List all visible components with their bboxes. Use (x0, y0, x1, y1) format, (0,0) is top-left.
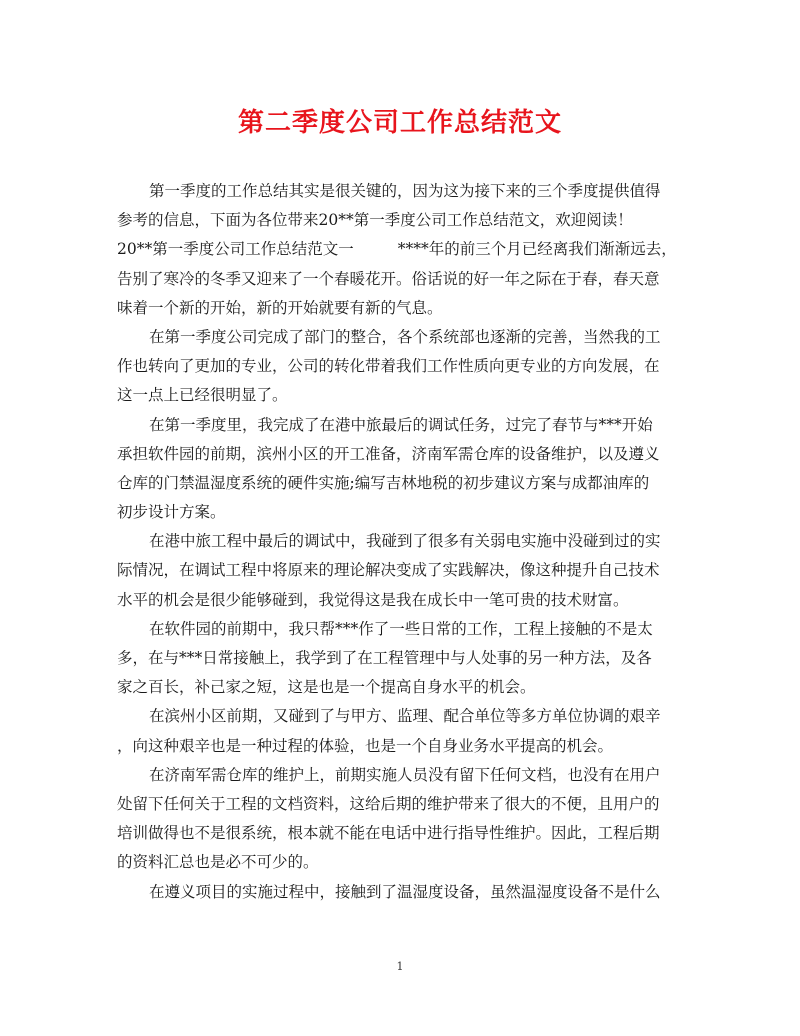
document-title: 第二季度公司工作总结范文 (237, 108, 562, 138)
paragraph-line: 这一点上已经很明显了。 (117, 386, 288, 405)
page-number: 1 (396, 960, 404, 973)
paragraph-line (117, 235, 677, 264)
document-body (117, 177, 677, 907)
paragraph-line: 作也转向了更加的专业，公司的转化带着我们工作性质向更专业的方向发展，在 (117, 357, 660, 376)
paragraph-line: 在济南军需仓库的维护上，前期实施人员没有留下任何文档，也没有在用户 (149, 765, 661, 784)
paragraph-line: ，向这种艰辛也是一种过程的体验，也是一个自身业务水平提高的机会。 (117, 736, 614, 755)
paragraph-line: 在软件园的前期中，我只帮***作了一些日常的工作，工程上接触的不是太 (149, 619, 653, 638)
paragraph-text: ****年的前三个月已经离我们渐渐远去， (397, 240, 677, 259)
paragraph-line: 味着一个新的开始，新的开始就要有新的气息。 (117, 298, 443, 317)
paragraph-line: 在滨州小区前期，又碰到了与甲方、监理、配合单位等多方单位协调的艰辛 (149, 707, 661, 726)
paragraph-line: 告别了寒冷的冬季又迎来了一个春暖花开。俗话说的好一年之际在于春，春天意 (117, 269, 660, 288)
paragraph-line: 际情况，在调试工程中将原来的理论解决变成了实践解决，像这种提升自己技术 (117, 561, 660, 580)
paragraph-line: 在港中旅工程中最后的调试中，我碰到了很多有关弱电实施中没碰到过的实 (149, 532, 661, 551)
paragraph-line: 参考的信息，下面为各位带来20**第一季度公司工作总结范文，欢迎阅读！ (117, 211, 633, 230)
paragraph-line: 处留下任何关于工程的文档资料，这给后期的维护带来了很大的不便，且用户的 (117, 794, 660, 813)
paragraph-line: 在第一季度公司完成了部门的整合，各个系统部也逐渐的完善，当然我的工 (149, 327, 661, 346)
paragraph-line: 家之百长，补己家之短，这是也是一个提高自身水平的机会。 (117, 678, 536, 697)
paragraph-line: 培训做得也不是很系统，根本就不能在电话中进行指导性维护。因此，工程后期 (117, 824, 660, 843)
paragraph-line: 仓库的门禁温湿度系统的硬件实施;编写吉林地税的初步建议方案与成都油库的 (117, 473, 650, 492)
paragraph-line: 第一季度的工作总结其实是很关键的，因为这为接下来的三个季度提供值得 (149, 182, 661, 200)
paragraph-line: 在遵义项目的实施过程中，接触到了温湿度设备，虽然温湿度设备不是什么 (149, 882, 661, 901)
paragraph-line: 多，在与***日常接触上，我学到了在工程管理中与人处事的另一种方法，及各 (117, 649, 652, 667)
paragraph-line: 水平的机会是很少能够碰到，我觉得这是我在成长中一笔可贵的技术财富。 (117, 590, 629, 609)
paragraph-line: 的资料汇总也是必不可少的。 (117, 853, 319, 872)
section-heading: 20**第一季度公司工作总结范文一 (117, 240, 354, 259)
paragraph-line: 初步设计方案。 (117, 503, 226, 522)
paragraph-line: 在第一季度里，我完成了在港中旅最后的调试任务，过完了春节与***开始 (149, 415, 653, 434)
paragraph-line: 承担软件园的前期，滨州小区的开工准备，济南军需仓库的设备维护，以及遵义 (117, 444, 660, 463)
